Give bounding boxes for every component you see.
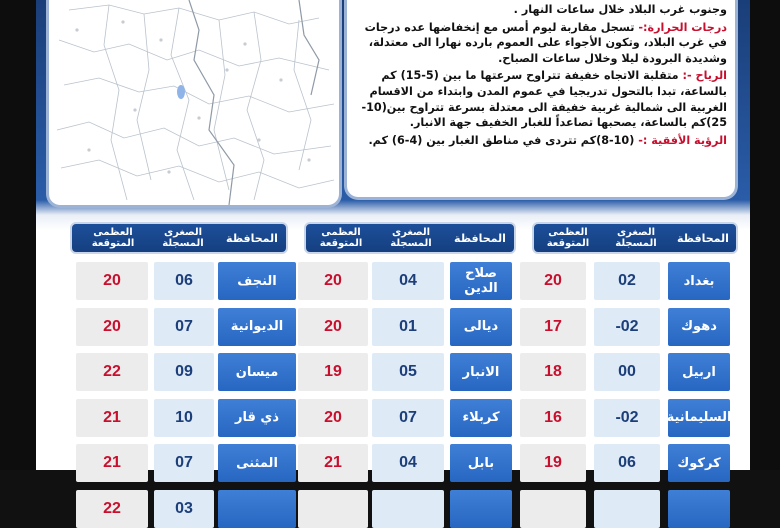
max-temp-cell: 21 [76,399,148,437]
min-temp-cell: 04 [372,444,444,482]
city-cell: المثنى [218,444,296,482]
max-temp-cell: 22 [76,490,148,528]
city-cell: دهوك [668,308,730,346]
min-temp-cell [594,490,660,528]
city-cell: ذي قار [218,399,296,437]
max-temp-cell: 18 [520,353,586,391]
temperature-label: درجات الحرارة:- [638,20,727,34]
table-header-1 [532,222,738,254]
header-city: المحافظة [454,231,506,245]
max-temp-cell: 20 [298,262,368,300]
temperature-paragraph [355,20,727,67]
min-temp-cell: 05 [372,353,444,391]
iraq-map [49,0,339,205]
max-temp-cell [520,490,586,528]
city-cell: بابل [450,444,512,482]
min-temp-cell: 06 [594,444,660,482]
forecast-report [344,0,738,200]
lake-marker [177,85,185,99]
city-cell: النجف [218,262,296,300]
city-cell: السليمانية [668,399,730,437]
wind-label: الرياح -: [682,69,727,83]
header-max: العظمى المتوقعة [319,227,363,249]
min-temp-cell: -02 [594,399,660,437]
visibility-text: (10-8)كم تتردى في مناطق الغبار بين (4-6) كم. [368,133,635,147]
min-temp-cell: 01 [372,308,444,346]
city-cell: الانبار [450,353,512,391]
max-temp-cell: 19 [298,353,368,391]
temperature-text: تسجل مقاربة ليوم أمس مع إنخفاضها عده درجات في غرب البلاد، وتكون الأجواء على العموم بارده نهارا الى معتدلة، وشديدة البرودة ليلا وخلال ساعات الصباح. [364,20,727,65]
city-cell: بغداد [668,262,730,300]
min-temp-cell: 03 [154,490,214,528]
visibility-paragraph [355,133,727,149]
left-dark-margin [0,0,36,470]
max-temp-cell: 21 [76,444,148,482]
max-temp-cell: 19 [520,444,586,482]
min-temp-cell: -02 [594,308,660,346]
map-panel [46,0,342,208]
max-temp-cell [298,490,368,528]
min-temp-cell: 04 [372,262,444,300]
min-temp-cell: 10 [154,399,214,437]
visibility-label: الرؤية الأفقية :- [638,133,727,147]
city-cell [450,490,512,528]
max-temp-cell: 20 [76,262,148,300]
city-cell: كربلاء [450,399,512,437]
report-line-top: وجنوب غرب البلاد خلال ساعات النهار . [513,3,727,16]
header-max: العظمى المتوقعة [546,227,590,249]
city-cell: كركوك [668,444,730,482]
min-temp-cell: 06 [154,262,214,300]
table-header-2 [304,222,516,254]
max-temp-cell: 21 [298,444,368,482]
wind-paragraph [355,68,727,130]
min-temp-cell: 07 [154,308,214,346]
city-cell [668,490,730,528]
wind-text: متقلبة الاتجاه خفيفة تتراوح سرعتها ما بين (5-15) كم بالساعة، تبدا بالتحول تدريجيا في عموم المدن وابتداء من الاقسام الغربية الى شمالية غربية خفيفة الى معتدلة بسرعة تتراوح بين(10-25)كم بالساعة، يصحبها تصاعداً للغبار الخفيف جهة الانبار. [361,69,727,130]
header-min: الصغرى المسجلة [615,227,657,249]
max-temp-cell: 16 [520,399,586,437]
max-temp-cell: 20 [76,308,148,346]
city-cell: الديوانية [218,308,296,346]
min-temp-cell: 09 [154,353,214,391]
city-cell: صلاح الدين [450,262,512,300]
header-min: الصغرى المسجلة [162,227,204,249]
min-temp-cell: 07 [372,399,444,437]
max-temp-cell: 22 [76,353,148,391]
min-temp-cell: 02 [594,262,660,300]
min-temp-cell: 07 [154,444,214,482]
city-cell: ديالى [450,308,512,346]
header-max: العظمى المتوقعة [91,227,135,249]
table-header-3 [70,222,288,254]
city-cell [218,490,296,528]
header-min: الصغرى المسجلة [390,227,432,249]
header-city: المحافظة [226,231,278,245]
right-dark-margin [750,0,780,470]
max-temp-cell: 20 [520,262,586,300]
max-temp-cell: 20 [298,399,368,437]
min-temp-cell [372,490,444,528]
city-cell: ميسان [218,353,296,391]
max-temp-cell: 20 [298,308,368,346]
city-cell: اربيل [668,353,730,391]
max-temp-cell: 17 [520,308,586,346]
min-temp-cell: 00 [594,353,660,391]
header-city: المحافظة [677,231,729,245]
